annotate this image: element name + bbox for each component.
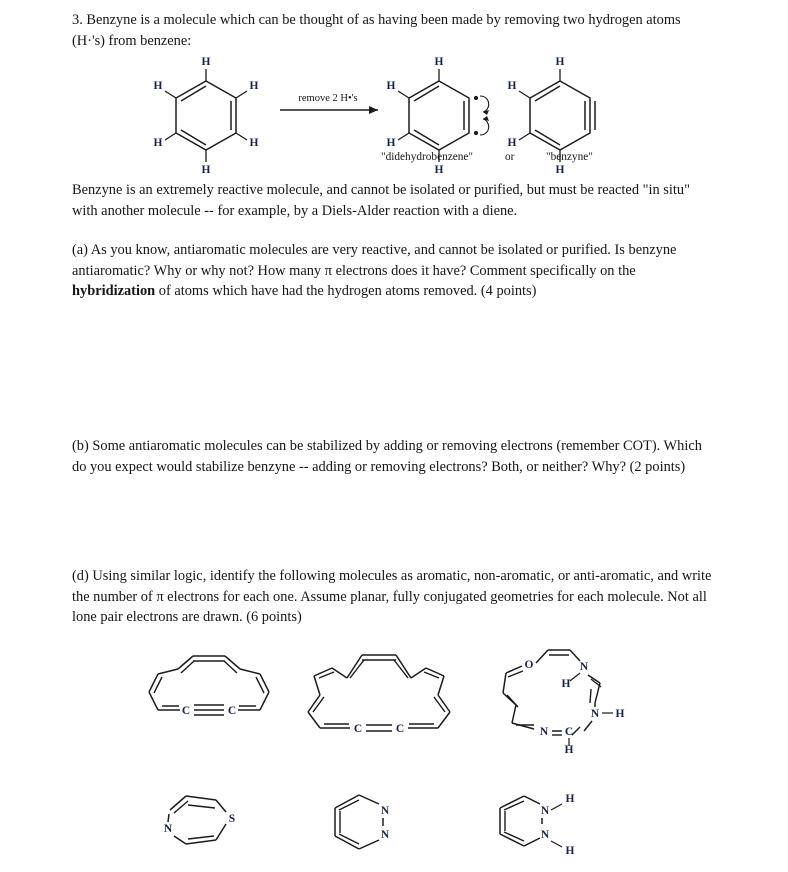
hydrogen-label: H: [386, 137, 396, 149]
caption-benzyne: "benzyne": [546, 151, 593, 163]
molecule-cyclotetradecaheptaene-yne: [146, 652, 272, 724]
paragraph-benzyne-reactivity: Benzyne is an extremely reactive molecule, and cannot be isolated or purified, but must be reacted "in situ" with another molecule -- for example, by a Diels-Alder reaction with a diene.: [72, 182, 690, 219]
nitrogen-label: N: [380, 829, 390, 841]
benzene-structure: [154, 56, 259, 176]
caption-or: or: [505, 151, 515, 163]
nitrogen-label: N: [163, 823, 173, 835]
hydrogen-label: H: [555, 164, 565, 176]
caption-didehydrobenzene: "didehydrobenzene": [381, 151, 474, 163]
hydrogen-label: H: [615, 708, 625, 720]
molecule-dihydropyridazine: [490, 786, 600, 858]
molecule-cyclohexadecaoctaene-cumulene: [306, 650, 452, 742]
radical-dot-icon: [474, 96, 478, 100]
hydrogen-label: H: [153, 137, 163, 149]
nitrogen-label: N: [380, 805, 390, 817]
oxygen-label: O: [524, 659, 534, 671]
hydrogen-label: H: [434, 164, 444, 176]
hydrogen-label: H: [153, 80, 163, 92]
part-a-text: [72, 240, 716, 302]
molecule-pyridazine: [325, 790, 417, 854]
hydrogen-label: H: [561, 678, 571, 690]
nitrogen-label: N: [579, 661, 589, 673]
arrow-label: remove 2 H•'s: [298, 93, 358, 104]
part-b-text: (b) Some antiaromatic molecules can be stabilized by adding or removing electrons (remember COT). Which do you expect would stabilize benzyne -- adding or removing electrons? Both, or neither? Why? (2 points): [72, 438, 702, 475]
carbon-label: C: [181, 705, 191, 717]
curved-arrow-icon: [480, 96, 489, 112]
hydrogen-label: H: [555, 56, 565, 68]
molecule-oxa-triaza-macrocycle: [492, 645, 642, 755]
hydrogen-label: H: [564, 744, 574, 756]
hydrogen-label: H: [507, 137, 517, 149]
carbon-label: C: [227, 705, 237, 717]
triple-bond: [194, 705, 224, 715]
part-d-text: (d) Using similar logic, identify the following molecules as aromatic, non-aromatic, or anti-aromatic, and write the number of π electrons for each one. Assume planar, fully conjugated geometries for each molecule. Not all lone pair electrons are drawn. (6 points): [72, 568, 712, 626]
hydrogen-label: H: [565, 793, 575, 805]
cumulated-double-bond: [366, 725, 392, 731]
molecule-thiazepine: [160, 790, 256, 854]
hydrogen-label: H: [386, 80, 396, 92]
hydrogen-label: H: [434, 56, 444, 68]
question-intro-text: 3. Benzyne is a molecule which can be thought of as having been made by removing two hydrogen atoms (H·'s) from benzene:: [72, 12, 681, 49]
nitrogen-label: N: [540, 829, 550, 841]
curved-arrow-icon: [480, 119, 489, 135]
carbon-label: C: [564, 726, 574, 738]
nitrogen-label: N: [590, 708, 600, 720]
nitrogen-label: N: [539, 726, 549, 738]
hydrogen-label: H: [507, 80, 517, 92]
carbon-label: C: [353, 723, 363, 735]
reaction-arrow: [280, 93, 378, 114]
hydrogen-label: H: [201, 164, 211, 176]
hydrogen-label: H: [565, 845, 575, 857]
radical-dot-icon: [474, 131, 478, 135]
carbon-label: C: [395, 723, 405, 735]
part-a-text-pre: (a) As you know, antiaromatic molecules are very reactive, and cannot be isolated or purified. Is benzyne antiaromatic? Why or why not? How many π electrons does it have? Comment specifically on the: [72, 242, 677, 279]
hydrogen-label: H: [201, 56, 211, 68]
part-a-text-post: of atoms which have had the hydrogen atoms removed. (4 points): [155, 283, 537, 300]
hydrogen-label: H: [249, 80, 259, 92]
hydrogen-label: H: [249, 137, 259, 149]
sulfur-label: S: [228, 813, 236, 825]
part-a-emphasis: hybridization: [72, 283, 156, 300]
nitrogen-label: N: [540, 805, 550, 817]
